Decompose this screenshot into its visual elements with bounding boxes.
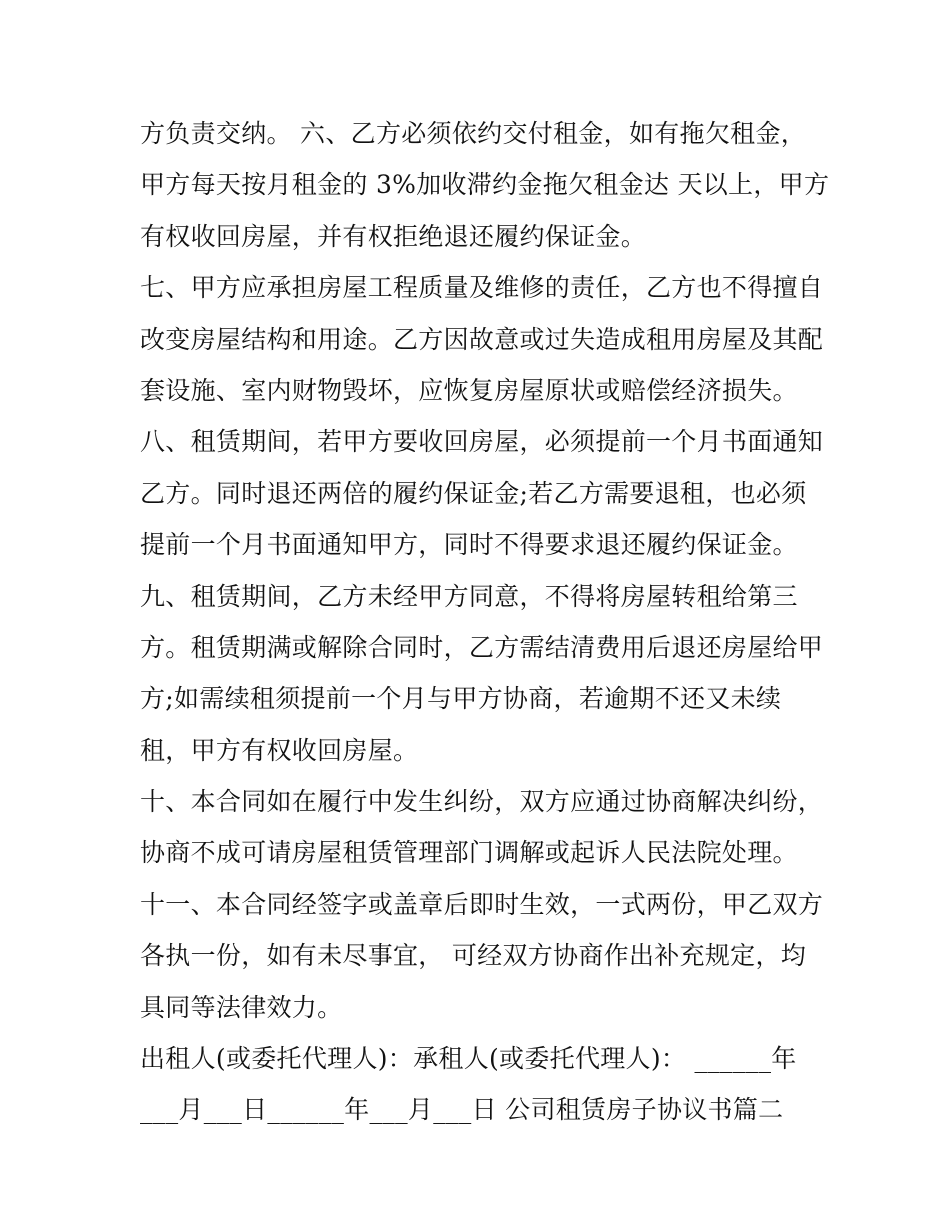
- text-line: 七、甲方应承担房屋工程质量及维修的责任，乙方也不得擅自: [140, 273, 824, 303]
- text-line: 具同等法律效力。: [140, 992, 343, 1022]
- text-line: 方;如需续租须提前一个月与甲方协商，若逾期不还又未续: [140, 684, 782, 714]
- text-line: 八、租赁期间，若甲方要收回房屋，必须提前一个月书面通知: [140, 427, 824, 457]
- text-line: 九、租赁期间，乙方未经甲方同意，不得将房屋转租给第三: [140, 581, 798, 611]
- text-line: 有权收回房屋，并有权拒绝退还履约保证金。: [140, 221, 647, 251]
- text-line: 方负责交纳。 六、乙方必须依约交付租金，如有拖欠租金，: [140, 119, 807, 148]
- text-line: 方。租赁期满或解除合同时，乙方需结清费用后退还房屋给甲: [140, 632, 824, 662]
- text-line: 甲方每天按月租金的 3%加收滞约金拖欠租金达 天以上，甲方: [140, 170, 830, 200]
- text-line: 十一、本合同经签字或盖章后即时生效，一式两份，甲乙双方: [140, 889, 824, 919]
- document-body: [140, 108, 840, 1136]
- text-line: 各执一份，如有未尽事宜， 可经双方协商作出补充规定，均: [140, 941, 807, 971]
- text-line: 乙方。同时退还两倍的履约保证金;若乙方需要退租，也必须: [140, 478, 807, 508]
- text-line: 协商不成可请房屋租赁管理部门调解或起诉人民法院处理。: [140, 838, 798, 868]
- text-line: 套设施、室内财物毁坏，应恢复房屋原状或赔偿经济损失。: [140, 375, 798, 405]
- text-line: 租，甲方有权收回房屋。: [140, 735, 419, 765]
- date-line: ___月___日______年___月___日 公司租赁房子协议书篇二: [140, 1095, 784, 1125]
- text-line: 十、本合同如在履行中发生纠纷，双方应通过协商解决纠纷，: [140, 787, 824, 817]
- text-line: 提前一个月书面通知甲方，同时不得要求退还履约保证金。: [140, 530, 798, 560]
- text-line: 改变房屋结构和用途。乙方因故意或过失造成租用房屋及其配: [140, 324, 824, 354]
- signature-line: 出租人(或委托代理人)：承租人(或委托代理人)： ______年: [140, 1044, 797, 1074]
